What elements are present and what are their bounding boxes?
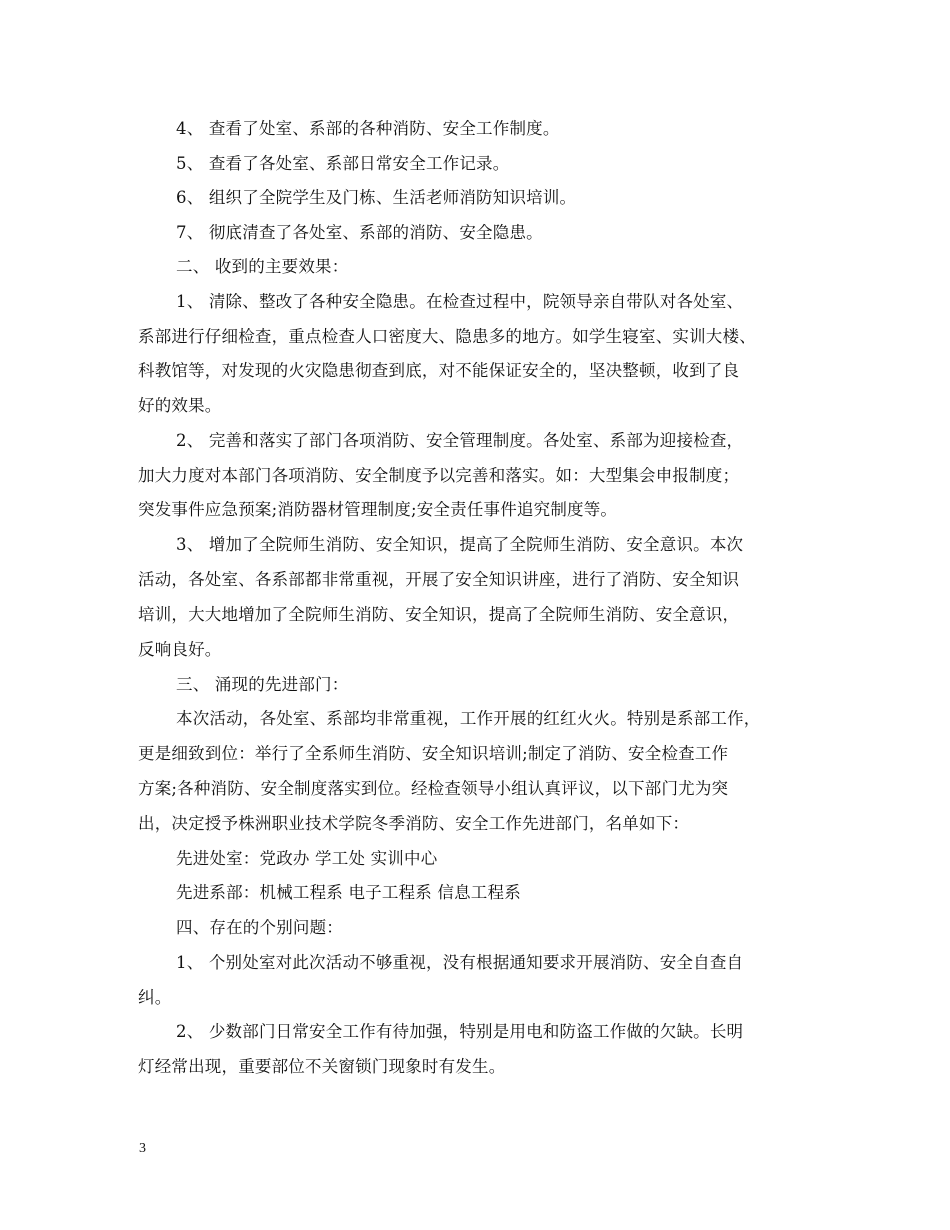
text-line: 反响良好。 [138,640,222,659]
text-line: 灯经常出现，重要部位不关窗锁门现象时有发生。 [138,1057,506,1076]
text-line: 纠。 [138,988,172,1007]
text-line: 方案;各种消防、安全制度落实到位。经检查领导小组认真评议，以下部门尤为突 [138,779,729,798]
text-line: 本次活动，各处室、系部均非常重视，工作开展的红红火火。特别是系部工作， [176,709,761,728]
text-line: 培训，大大地增加了全院师生消防、安全知识，提高了全院师生消防、安全意识， [138,605,740,624]
text-line: 先进处室：党政办 学工处 实训中心 [176,849,438,868]
text-line: 突发事件应急预案;消防器材管理制度;安全责任事件追究制度等。 [138,500,618,519]
text-line: 2、 完善和落实了部门各项消防、安全管理制度。各处室、系部为迎接检查， [176,431,744,450]
text-line: 6、 组织了全院学生及门栋、生活老师消防知识培训。 [176,188,577,207]
section-heading: 二、 收到的主要效果： [176,257,349,276]
text-line: 更是细致到位：举行了全系师生消防、安全知识培训;制定了消防、安全检查工作 [138,744,729,763]
text-line: 加大力度对本部门各项消防、安全制度予以完善和落实。如：大型集会申报制度； [138,466,740,485]
text-line: 先进系部：机械工程系 电子工程系 信息工程系 [176,883,521,902]
text-line: 好的效果。 [138,396,222,415]
text-line: 活动，各处室、各系部都非常重视，开展了安全知识讲座，进行了消防、安全知识 [138,570,740,589]
text-line: 3、 增加了全院师生消防、安全知识，提高了全院师生消防、安全意识。本次 [176,535,744,554]
text-line: 出，决定授予株洲职业技术学院冬季消防、安全工作先进部门，名单如下： [138,814,690,833]
section-heading: 三、 涌现的先进部门： [176,675,349,694]
text-line: 1、 个别处室对此次活动不够重视，没有根据通知要求开展消防、安全自查自 [176,953,744,972]
section-heading: 四、存在的个别问题： [176,918,343,937]
text-line: 5、 查看了各处室、系部日常安全工作记录。 [176,154,510,173]
text-line: 4、 查看了处室、系部的各种消防、安全工作制度。 [176,119,560,138]
page-number: 3 [139,1141,146,1156]
text-line: 7、 彻底清查了各处室、系部的消防、安全隐患。 [176,223,543,242]
text-line: 2、 少数部门日常安全工作有待加强，特别是用电和防盗工作做的欠缺。长明 [176,1022,744,1041]
text-line: 1、 清除、整改了各种安全隐患。在检查过程中，院领导亲自带队对各处室、 [176,292,744,311]
text-line: 科教馆等，对发现的火灾隐患彻查到底，对不能保证安全的，坚决整顿，收到了良 [138,361,740,380]
text-line: 系部进行仔细检查，重点检查人口密度大、隐患多的地方。如学生寝室、实训大楼、 [138,327,756,346]
